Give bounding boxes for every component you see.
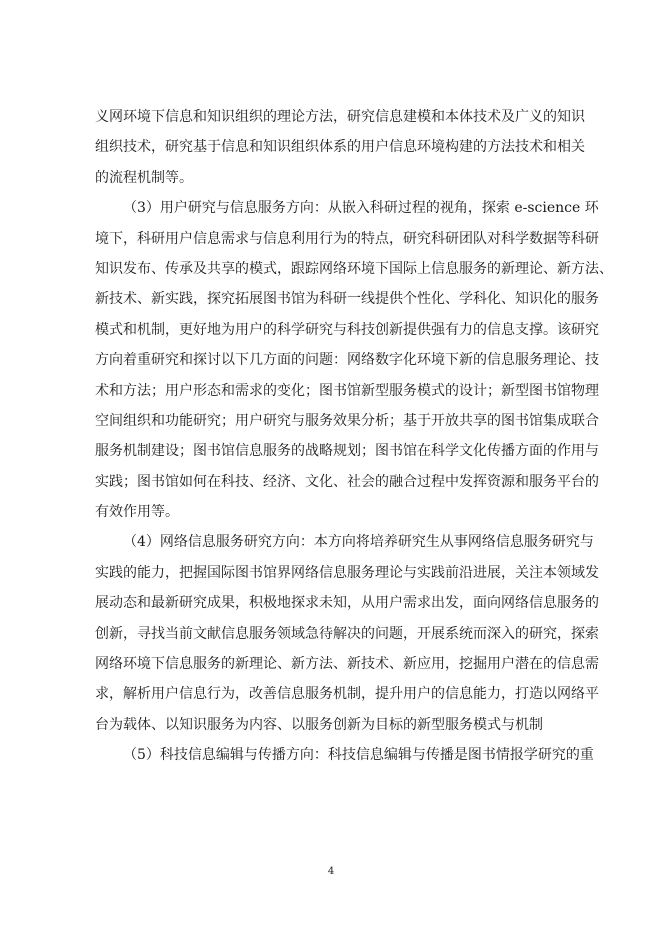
text-line: 实践的能力，把握国际图书馆界网络信息服务理论与实践前沿进展，关注本领域发	[95, 564, 599, 581]
paragraph-network-info-service	[95, 527, 599, 740]
text-line: 术和方法；用户形态和需求的变化；图书馆新型服务模式的设计；新型图书馆物理	[95, 382, 599, 399]
text-line: 空间组织和功能研究；用户研究与服务效果分析；基于开放共享的图书馆集成联合	[95, 412, 599, 429]
text-line: 有效作用等。	[95, 504, 179, 521]
text-line: 网络环境下信息服务的新理论、新方法、新技术、新应用，挖掘用户潜在的信息需	[95, 656, 599, 673]
text-line: 求，解析用户信息行为，改善信息服务机制，提升用户的信息能力，打造以网络平	[95, 686, 599, 703]
text-line: 新技术、新实践，探究拓展图书馆为科研一线提供个性化、学科化、知识化的服务	[95, 291, 599, 308]
text-line: 知识发布、传承及共享的模式，跟踪网络环境下国际上信息服务的新理论、新方法、	[95, 260, 613, 277]
text-line: 模式和机制，更好地为用户的科学研究与科技创新提供强有力的信息支撑。该研究	[95, 321, 599, 338]
text-line: 展动态和最新研究成果，积极地探求未知，从用户需求出发，面向网络信息服务的	[95, 595, 599, 612]
paragraph-knowledge-organization	[95, 102, 585, 193]
page-number: 4	[327, 866, 335, 877]
text-line: 台为载体、以知识服务为内容、以服务创新为目标的新型服务模式与机制	[95, 716, 543, 733]
paragraph-sci-tech-editing	[95, 740, 594, 770]
text-line: 方向着重研究和探讨以下几方面的问题：网络数字化环境下新的信息服务理论、技	[95, 352, 599, 369]
text-line: 组织技术，研究基于信息和知识组织体系的用户信息环境构建的方法技术和相关	[95, 139, 585, 156]
document-body	[95, 102, 613, 771]
text-line: 境下，科研用户信息需求与信息利用行为的特点，研究科研团队对科学数据等科研	[95, 230, 599, 247]
text-line: 服务机制建设；图书馆信息服务的战略规划；图书馆在科学文化传播方面的作用与	[95, 443, 599, 460]
text-line: 的流程机制等。	[95, 169, 193, 186]
paragraph-user-research	[95, 193, 613, 527]
text-line: 创新，寻找当前文献信息服务领域急待解决的问题，开展系统而深入的研究，探索	[95, 625, 599, 642]
text-line: （5）科技信息编辑与传播方向：科技信息编辑与传播是图书情报学研究的重	[123, 747, 594, 764]
text-line: （3）用户研究与信息服务方向：从嵌入科研过程的视角，探索 e-science 环	[123, 200, 599, 217]
text-line: （4）网络信息服务研究方向：本方向将培养研究生从事网络信息服务研究与	[123, 534, 594, 551]
text-line: 义网环境下信息和知识组织的理论方法，研究信息建模和本体技术及广义的知识	[95, 109, 585, 125]
text-line: 实践；图书馆如何在科技、经济、文化、社会的融合过程中发挥资源和服务平台的	[95, 473, 599, 490]
